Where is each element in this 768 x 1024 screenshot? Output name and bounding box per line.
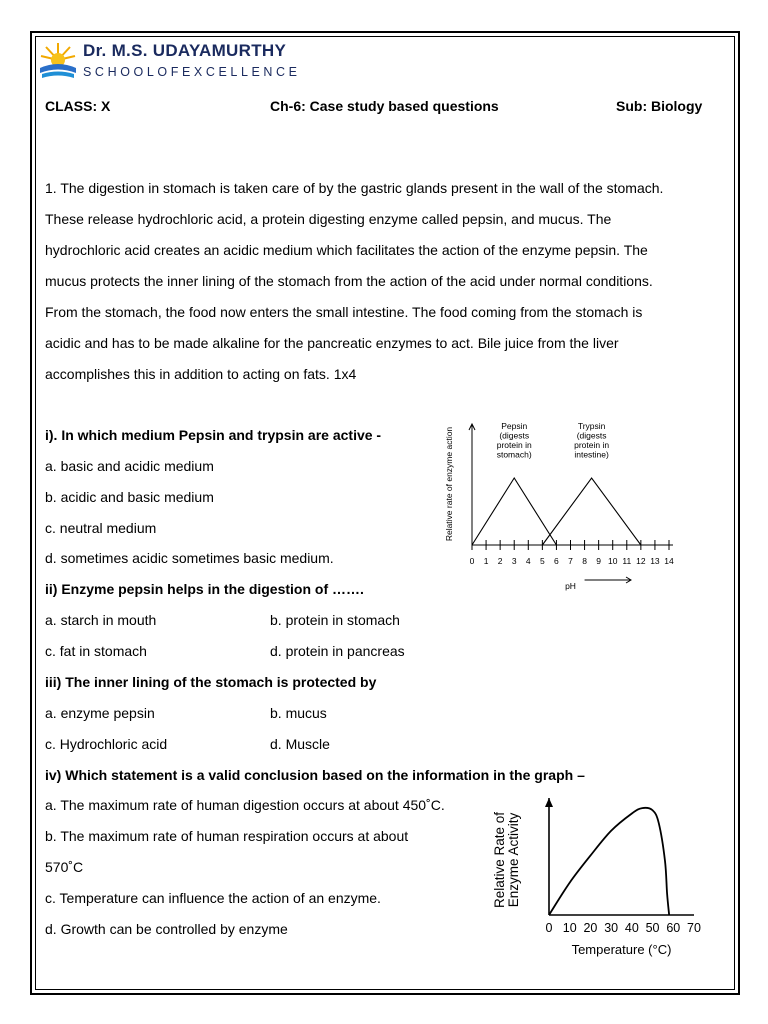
q2-option-c: c. fat in stomach: [45, 643, 147, 659]
x-tick-label: 0: [469, 556, 475, 566]
passage-line: From the stomach, the food now enters the small intestine. The food coming from the stomach is: [45, 304, 643, 320]
series-label: (digests: [576, 430, 607, 441]
x-tick-label: 9: [596, 556, 602, 566]
series-line-trypsin: [542, 478, 641, 545]
chapter-title: Ch-6: Case study based questions: [270, 98, 499, 114]
ph-enzyme-chart: [422, 412, 688, 600]
q3-option-a: a. enzyme pepsin: [45, 705, 155, 721]
school-tagline: SCHOOLOFEXCELLENCE: [83, 65, 301, 79]
question-3: iii) The inner lining of the stomach is protected by: [45, 674, 377, 690]
q2-option-b: b. protein in stomach: [270, 612, 400, 628]
q1-option-c: c. neutral medium: [45, 520, 157, 536]
series-label: stomach): [496, 449, 532, 460]
q4-option-c: c. Temperature can influence the action of an enzyme.: [45, 890, 381, 906]
x-tick-label: 20: [583, 921, 598, 935]
q4-option-b-continued: 570˚C: [45, 859, 84, 875]
x-axis-label: Temperature (°C): [571, 942, 672, 957]
x-tick-label: 40: [624, 921, 639, 935]
y-axis-label: Enzyme Activity: [506, 812, 521, 908]
x-tick-label: 7: [568, 556, 573, 566]
series-label: protein in: [496, 440, 532, 450]
x-tick-label: 3: [511, 556, 517, 566]
passage-line: acidic and has to be made alkaline for the pancreatic enzymes to act. Bile juice from the liver: [45, 335, 619, 351]
question-1: i). In which medium Pepsin and trypsin are active -: [45, 427, 382, 443]
x-tick-label: 70: [687, 921, 701, 935]
series-label: (digests: [499, 430, 530, 441]
q3-option-b: b. mucus: [270, 705, 327, 721]
x-tick-label: 10: [607, 556, 618, 566]
q1-option-d: d. sometimes acidic sometimes basic medium.: [45, 550, 334, 566]
passage-line: hydrochloric acid creates an acidic medium which facilitates the action of the enzyme pepsin. The: [45, 242, 648, 258]
x-tick-label: 30: [604, 921, 619, 935]
x-tick-label: 5: [539, 556, 545, 566]
x-tick-label: 2: [497, 556, 503, 566]
series-label: intestine): [574, 449, 609, 460]
x-tick-label: 4: [525, 556, 531, 566]
passage-line: These release hydrochloric acid, a protein digesting enzyme called pepsin, and mucus. The: [45, 211, 612, 227]
series-label: Trypsin: [577, 421, 606, 431]
q2-option-a: a. starch in mouth: [45, 612, 157, 628]
q3-option-d: d. Muscle: [270, 736, 330, 752]
q2-option-d: d. protein in pancreas: [270, 643, 405, 659]
series-line-pepsin: [472, 478, 556, 545]
q1-option-a: a. basic and acidic medium: [45, 458, 214, 474]
question-4: iv) Which statement is a valid conclusion based on the information in the graph –: [45, 767, 585, 783]
class-label: CLASS: X: [45, 98, 111, 114]
passage-line: mucus protects the inner lining of the stomach from the action of the acid under normal conditions.: [45, 273, 653, 289]
x-tick-label: 10: [562, 921, 577, 935]
temperature-enzyme-chart: [486, 790, 716, 965]
q4-option-a: a. The maximum rate of human digestion occurs at about 450˚C.: [45, 797, 445, 813]
series-line-enzyme-activity: [549, 808, 669, 915]
x-tick-label: 0: [545, 921, 553, 935]
y-axis-label: Relative Rate of: [492, 811, 507, 909]
passage-line: accomplishes this in addition to acting on fats. 1x4: [45, 366, 357, 382]
x-tick-label: 11: [622, 556, 632, 566]
series-label: Pepsin: [501, 421, 528, 431]
x-tick-label: 13: [650, 556, 660, 566]
school-name: Dr. M.S. UDAYAMURTHY: [83, 41, 287, 60]
x-tick-label: 6: [554, 556, 559, 566]
y-axis-arrow: [545, 798, 553, 807]
passage-line: 1. The digestion in stomach is taken care of by the gastric glands present in the wall of the stomach.: [45, 180, 664, 196]
question-2: ii) Enzyme pepsin helps in the digestion of …….: [45, 581, 364, 597]
x-tick-label: 8: [582, 556, 587, 566]
x-tick-label: 12: [636, 556, 646, 566]
q4-option-d: d. Growth can be controlled by enzyme: [45, 921, 288, 937]
x-tick-label: 50: [645, 921, 660, 935]
subject-label: Sub: Biology: [616, 98, 703, 114]
q1-option-b: b. acidic and basic medium: [45, 489, 214, 505]
x-tick-label: 14: [664, 556, 674, 566]
q3-option-c: c. Hydrochloric acid: [45, 736, 168, 752]
series-label: protein in: [574, 440, 610, 450]
q4-option-b: b. The maximum rate of human respiration occurs at about: [45, 828, 409, 844]
x-tick-label: 1: [483, 556, 489, 566]
school-logo-icon: [38, 40, 78, 80]
x-tick-label: 60: [666, 921, 681, 935]
y-axis-label: Relative rate of enzyme action: [444, 426, 454, 542]
x-axis-label: pH: [565, 581, 576, 591]
